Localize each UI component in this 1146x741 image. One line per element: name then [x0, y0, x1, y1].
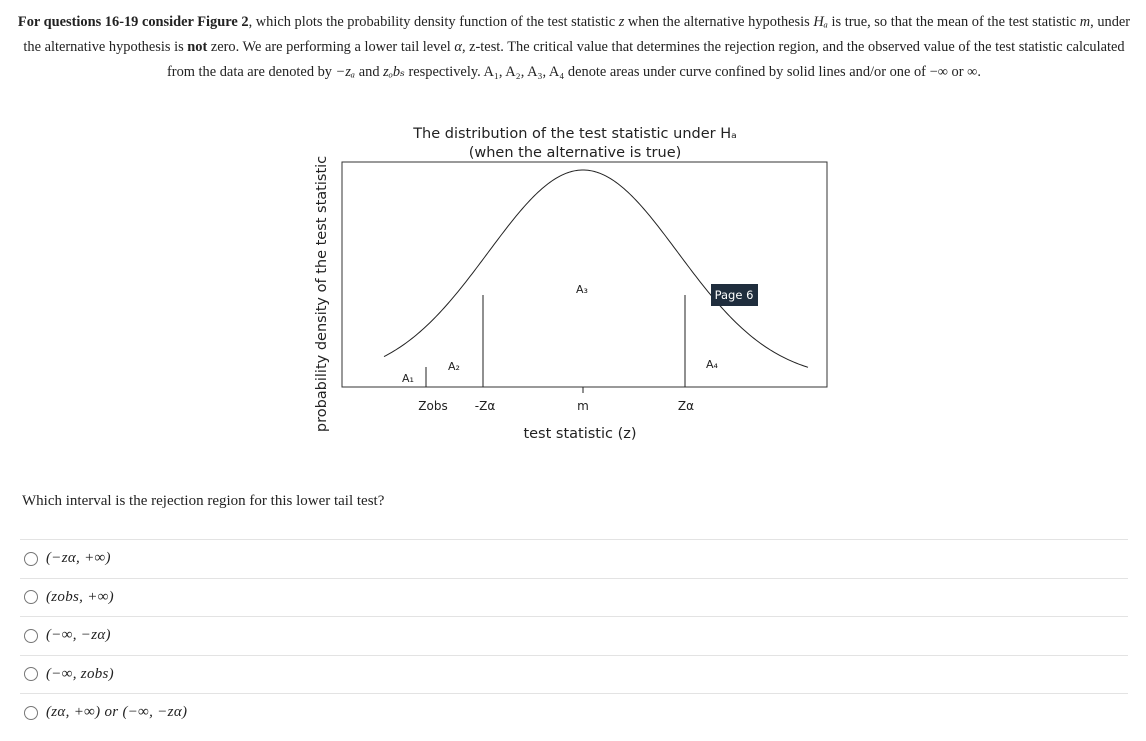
- tick-label-za: Zα: [677, 399, 695, 413]
- page-badge-label: Page 6: [714, 288, 754, 302]
- figure-title-line1: The distribution of the test statistic under Hₐ: [413, 126, 737, 142]
- plot-frame: [342, 162, 827, 387]
- option-1[interactable]: (−zα, +∞): [20, 539, 1128, 578]
- intro-bold: For questions 16-19 consider Figure 2: [17, 14, 249, 30]
- option-2[interactable]: (zobs, +∞): [20, 578, 1128, 617]
- area-label-a2: A₂: [448, 360, 460, 373]
- radio-3[interactable]: [24, 629, 38, 643]
- option-5[interactable]: (zα, +∞) or (−∞, −zα): [20, 693, 1128, 732]
- question-intro: For questions 16-19 consider Figure 2, which plots the probability density function of the test statistic z when the alternative hypothesis Hₐ is true, so that the mean of the test statistic m, under the alternative hypothesis is not zero. We are performing a lower tail level α, z-test. The critical value that determines the rejection region, and the observed value of the test statistic calculated from the data are denoted by −zₐ and zₒbₛ respectively. A₁, A₂, A₃, A₄ denote areas under curve confined by solid lines and/or one of −∞ or ∞.: [17, 14, 1131, 80]
- area-label-a1: A₁: [402, 372, 414, 385]
- radio-5[interactable]: [24, 706, 38, 720]
- figure-title-line2: (when the alternative is true): [468, 145, 682, 161]
- y-axis-label: probability density of the test statistic: [314, 155, 330, 433]
- area-label-a4: A₄: [706, 358, 718, 371]
- tick-label-m: m: [577, 399, 589, 413]
- radio-1[interactable]: [24, 552, 38, 566]
- density-curve: [384, 170, 808, 367]
- area-label-a3: A₃: [576, 283, 588, 296]
- tick-label-neg-za: -Zα: [474, 399, 496, 413]
- answer-options: [20, 539, 1128, 732]
- radio-4[interactable]: [24, 667, 38, 681]
- figure-2: [300, 118, 840, 448]
- x-axis-label: test statistic (z): [523, 426, 637, 442]
- question-text: Which interval is the rejection region for this lower tail test?: [22, 493, 385, 509]
- tick-label-zobs: Zobs: [418, 399, 448, 413]
- option-4[interactable]: (−∞, zobs): [20, 655, 1128, 694]
- option-3[interactable]: (−∞, −zα): [20, 616, 1128, 655]
- radio-2[interactable]: [24, 590, 38, 604]
